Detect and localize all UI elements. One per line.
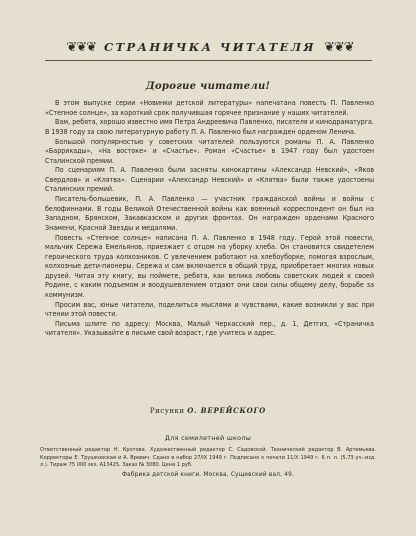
paragraph: Повесть «Степное солнце» написана П. А. Павленко в 1948 году. Герой этой повести, мальчик Сережа Емельянов, приезжает с отцом на уборку хлеба. Он становится свидетелем героического труда колхозников. С увлечением работают на хлебоуборке, помогая взрослым, колхозные дети-пионеры. Сережа и сам включается в общий труд, приобретает многих новых друзей. Читая эту книгу, вы поймете, ребята, как велика любовь советских людей к своей Родине, с каким подъемом и воодушевлением отдают они свои силы общему делу, борьбе за коммунизм.	[45, 232, 374, 299]
printer-address: Фабрика детской книги. Москва, Сущевский вал, 49.	[121, 472, 295, 478]
paragraph: Большой популярностью у советских читателей пользуются романы П. А. Павленко «Баррикады», «На востоке» и «Счастье». Роман «Счастье» в 1947 году был удостоен Сталинской премии.	[45, 136, 374, 165]
header-divider	[45, 60, 372, 61]
greeting-heading: Дорогие читатели!	[145, 81, 271, 92]
paragraph: Вам, ребята, хорошо известно имя Петра Андреевича Павленко, писателя и кинодраматурга. В 1938 году за свою литературную работу П. А. Павленко был награжден орденом Ленина.	[45, 117, 374, 136]
paragraph: Писатель-большевик, П. А. Павленко — участник гражданской войны и войны с белофиннами. В годы Великой Отечественной войны как военный корреспондент он был на Западном, Брянском, Закавказском и других фронтах. Он награжден орденами Красного Знамени, Красной Звезды и медалями.	[45, 194, 374, 232]
paragraph: Письма шлите по адресу: Москва, Малый Черкасский пер., д. 1, Детгиз, «Страничка читателя». Указывайте в письме свой возраст, где учитесь и адрес.	[45, 318, 374, 338]
letter-body	[45, 98, 374, 338]
section-title: СТРАНИЧКА ЧИТАТЕЛЯ	[104, 40, 316, 54]
illustrator-name: О. ВЕРЕЙСКОГО	[187, 406, 267, 415]
floral-ornament-left-icon: ❦❦❦	[66, 39, 97, 55]
page-header	[42, 38, 378, 56]
publication-imprint: Ответственный редактор Н. Кротова. Художественный редактор С. Садовской. Технический редактор В. Артемьева. Корректоры Е. Трушковская и А. Вревич. Сдано в набор 27/IX 1949 г. Подписано к печати 11/X 1949 г. 6 п. л. (5,73 уч.-изд. л.). Тираж 75 000 экз. А13425. Заказ № 3080. Цена 1 руб.	[40, 447, 376, 469]
audience-note: Для семилетней школы	[164, 434, 252, 442]
illustrator-credit	[0, 406, 416, 415]
paragraph: Просим вас, юные читатели, поделиться мыслями и чувствами, какие возникли у вас при чтении этой повести.	[45, 299, 374, 319]
paragraph: В этом выпуске серии «Новинки детской литературы» напечатана повесть П. Павленко «Степное солнце», за короткий срок получившая горячее признание у наших читателей.	[45, 98, 374, 117]
paragraph: По сценариям П. А. Павленко были засняты кинокартины «Александр Невский», «Яков Свердлов» и «Клятва». Сценарии «Александр Невский» и «Клятва» были также удостоены Сталинских премий.	[45, 165, 374, 194]
illustrator-prefix: Рисунки	[149, 407, 185, 415]
floral-ornament-right-icon: ❦❦❦	[323, 39, 354, 55]
